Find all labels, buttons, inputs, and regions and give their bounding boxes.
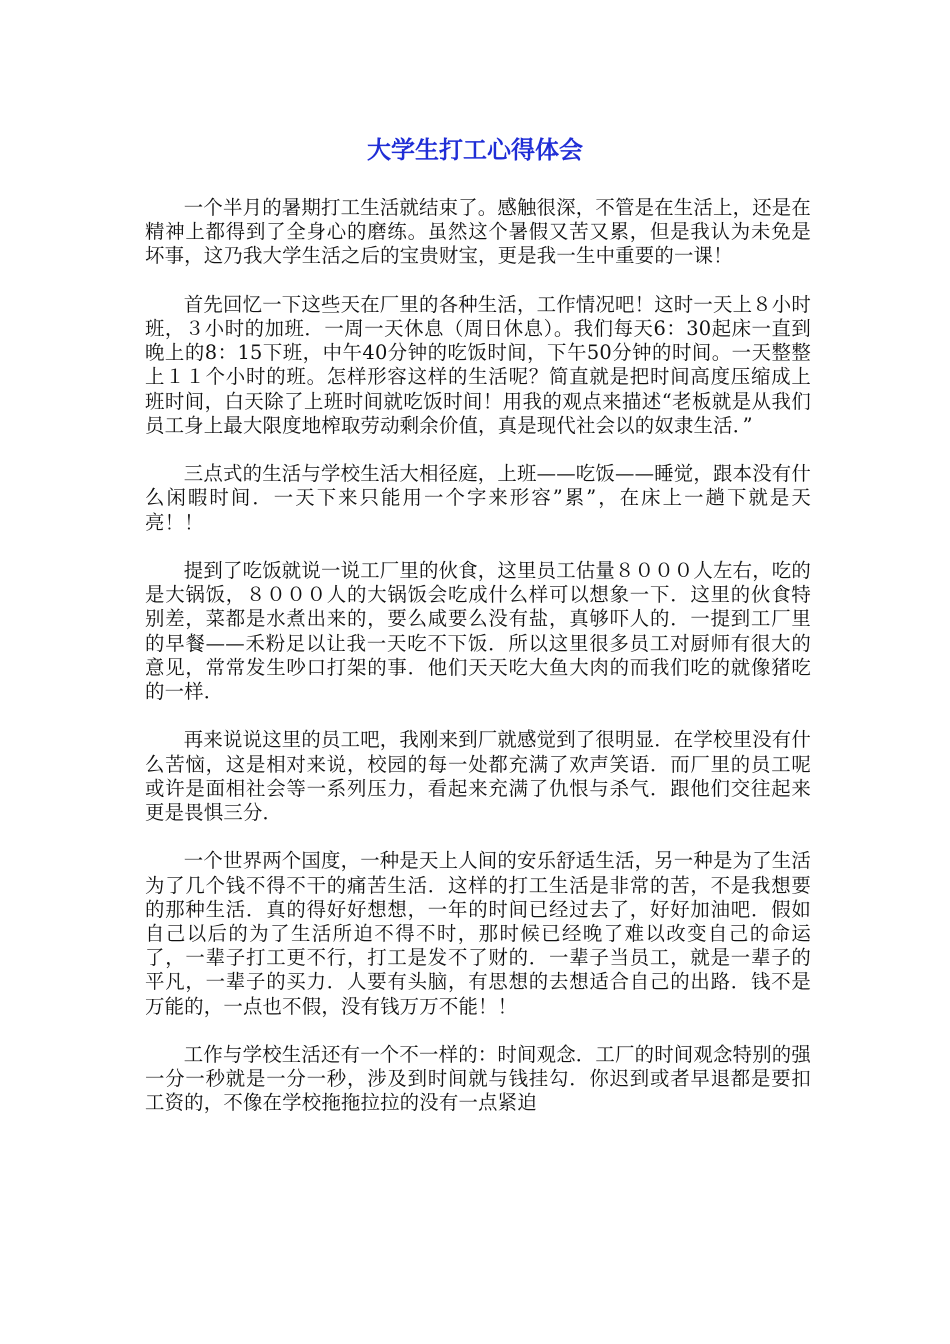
paragraph-7: 工作与学校生活还有一个不一样的：时间观念．工厂的时间观念特别的强一分一秒就是一分一秒，涉及到时间就与钱挂勾．你迟到或者早退都是要扣工资的，不像在学校拖拖拉拉的没有一点紧迫 <box>145 1043 811 1115</box>
paragraph-5: 再来说说这里的员工吧，我刚来到厂就感觉到了很明显．在学校里没有什么苦恼，这是相对来说，校园的每一处都充满了欢声笑语．而厂里的员工呢或许是面相社会等一系列压力，看起来充满了仇恨与杀气．跟他们交往起来更是畏惧三分． <box>145 728 811 825</box>
paragraph-4: 提到了吃饭就说一说工厂里的伙食，这里员工估量８０００人左右，吃的是大锅饭，８０００人的大锅饭会吃成什么样可以想象一下．这里的伙食特别差，菜都是水煮出来的，要么咸要么没有盐，真够吓人的．一提到工厂里的早餐——禾粉足以让我一天吃不下饭．所以这里很多员工对厨师有很大的意见，常常发生吵口打架的事．他们天天吃大鱼大肉的而我们吃的就像猪吃的一样． <box>145 559 811 704</box>
paragraph-6: 一个世界两个国度，一种是天上人间的安乐舒适生活，另一种是为了生活为了几个钱不得不干的痛苦生活．这样的打工生活是非常的苦，不是我想要的那种生活．真的得好好想想，一年的时间已经过去了，好好加油吧．假如自己以后的为了生活所迫不得不时，那时候已经晚了难以改变自己的命运了，一辈子打工更不行，打工是发不了财的．一辈子当员工，就是一辈子的平凡，一辈子的买力．人要有头脑，有思想的去想适合自己的出路．钱不是万能的，一点也不假，没有钱万万不能！！ <box>145 849 811 1018</box>
paragraph-2: 首先回忆一下这些天在厂里的各种生活，工作情况吧！这时一天上８小时班，３小时的加班．一周一天休息（周日休息）。我们每天6：30起床一直到晚上的8：15下班，中午40分钟的吃饭时间，下午50分钟的时间。一天整整上１１个小时的班。怎样形容这样的生活呢？简直就是把时间高度压缩成上班时间，白天除了上班时间就吃饭时间！用我的观点来描述“老板就是从我们员工身上最大限度地榨取劳动剩余价值，真是现代社会以的奴隶生活．” <box>145 292 811 437</box>
document-body <box>145 196 811 1140</box>
paragraph-1: 一个半月的暑期打工生活就结束了。感触很深，不管是在生活上，还是在精神上都得到了全身心的磨练。虽然这个暑假又苦又累，但是我认为未免是坏事，这乃我大学生活之后的宝贵财宝，更是我一生中重要的一课！ <box>145 196 811 268</box>
document-title: 大学生打工心得体会 <box>367 136 583 164</box>
paragraph-3: 三点式的生活与学校生活大相径庭，上班——吃饭——睡觉，跟本没有什么闲暇时间．一天下来只能用一个字来形容”累”，在床上一趟下就是天亮！！ <box>145 462 811 534</box>
